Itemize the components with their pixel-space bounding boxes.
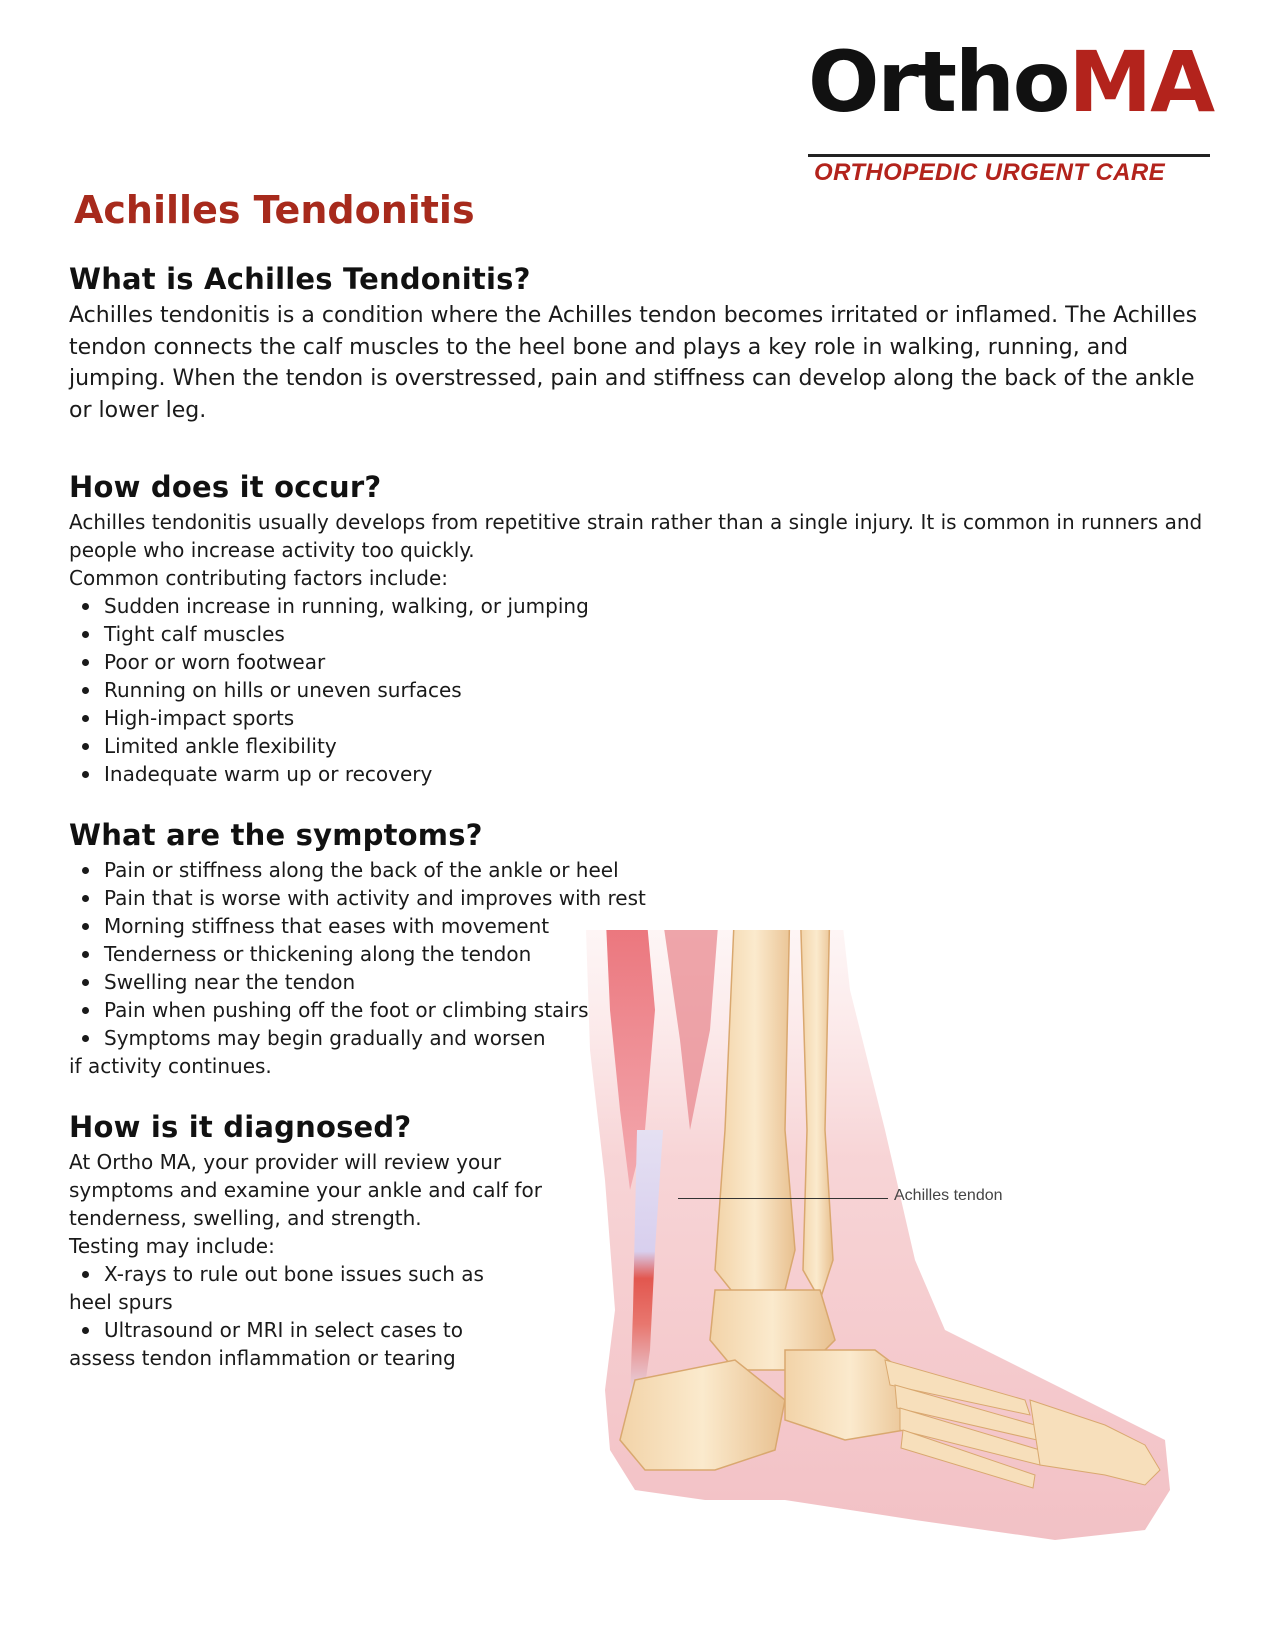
list-item: Tenderness or thickening along the tendon [69, 940, 1209, 968]
list-item-text: Ultrasound or MRI in select cases to [104, 1318, 464, 1342]
orthoma-logo [808, 33, 1218, 186]
list-item: Sudden increase in running, walking, or jumping [69, 592, 1209, 620]
list-item [69, 1260, 589, 1316]
ankle-illustration [585, 930, 1225, 1630]
list-item: Tight calf muscles [69, 620, 1209, 648]
list-item-continuation: if activity continues. [69, 1054, 272, 1078]
logo-rule [808, 154, 1210, 157]
diagnosis-text: At Ortho MA, your provider will review your symptoms and examine your ankle and calf for tenderness, swelling, and strength. [69, 1150, 542, 1230]
page-title: Achilles Tendonitis [74, 188, 475, 232]
label-leader-line [678, 1198, 888, 1199]
logo-tagline: ORTHOPEDIC URGENT CARE [814, 159, 1166, 186]
heading-what-is: What is Achilles Tendonitis? [69, 262, 531, 296]
factors-list [69, 592, 1209, 788]
heading-how-occur: How does it occur? [69, 470, 382, 504]
list-item: High-impact sports [69, 704, 1209, 732]
tests-list [69, 1260, 589, 1372]
logo-wordmark [808, 33, 1214, 131]
list-item: Limited ankle flexibility [69, 732, 1209, 760]
section-diagnosis [69, 1110, 589, 1372]
list-item: Pain or stiffness along the back of the ankle or heel [69, 856, 1209, 884]
what-is-text: Achilles tendonitis is a condition where the Achilles tendon becomes irritated or inflamed. The Achilles tendon connects the calf muscles to the heel bone and plays a key role in walking, running, and jumping. When the tendon is overstressed, pain and stiffness can develop along the back of the ankle or lower leg. [69, 303, 1198, 423]
factors-intro: Common contributing factors include: [69, 566, 449, 590]
list-item-continuation: heel spurs [69, 1290, 173, 1314]
list-item: Morning stiffness that eases with movement [69, 912, 1209, 940]
testing-intro: Testing may include: [69, 1234, 275, 1258]
list-item: Pain when pushing off the foot or climbing stairs [69, 996, 1209, 1024]
list-item: Inadequate warm up or recovery [69, 760, 1209, 788]
list-item-continuation: assess tendon inflammation or tearing [69, 1346, 456, 1370]
heading-diagnosis: How is it diagnosed? [69, 1110, 412, 1144]
list-item: Pain that is worse with activity and improves with rest [69, 884, 1209, 912]
achilles-tendon-label: Achilles tendon [894, 1187, 1003, 1204]
logo-ortho: Ortho [808, 33, 1069, 131]
heading-symptoms: What are the symptoms? [69, 818, 483, 852]
section-what-is [69, 262, 1209, 426]
list-item: Poor or worn footwear [69, 648, 1209, 676]
list-item: Running on hills or uneven surfaces [69, 676, 1209, 704]
list-item-text: Symptoms may begin gradually and worsen [104, 1026, 546, 1050]
list-item-text: X-rays to rule out bone issues such as [104, 1262, 484, 1286]
how-occur-text: Achilles tendonitis usually develops from repetitive strain rather than a single injury. It is common in runners and people who increase activity too quickly. [69, 510, 1203, 562]
list-item: Swelling near the tendon [69, 968, 1209, 996]
section-how-occur [69, 470, 1209, 788]
list-item [69, 1316, 589, 1372]
logo-ma: MA [1068, 33, 1214, 131]
